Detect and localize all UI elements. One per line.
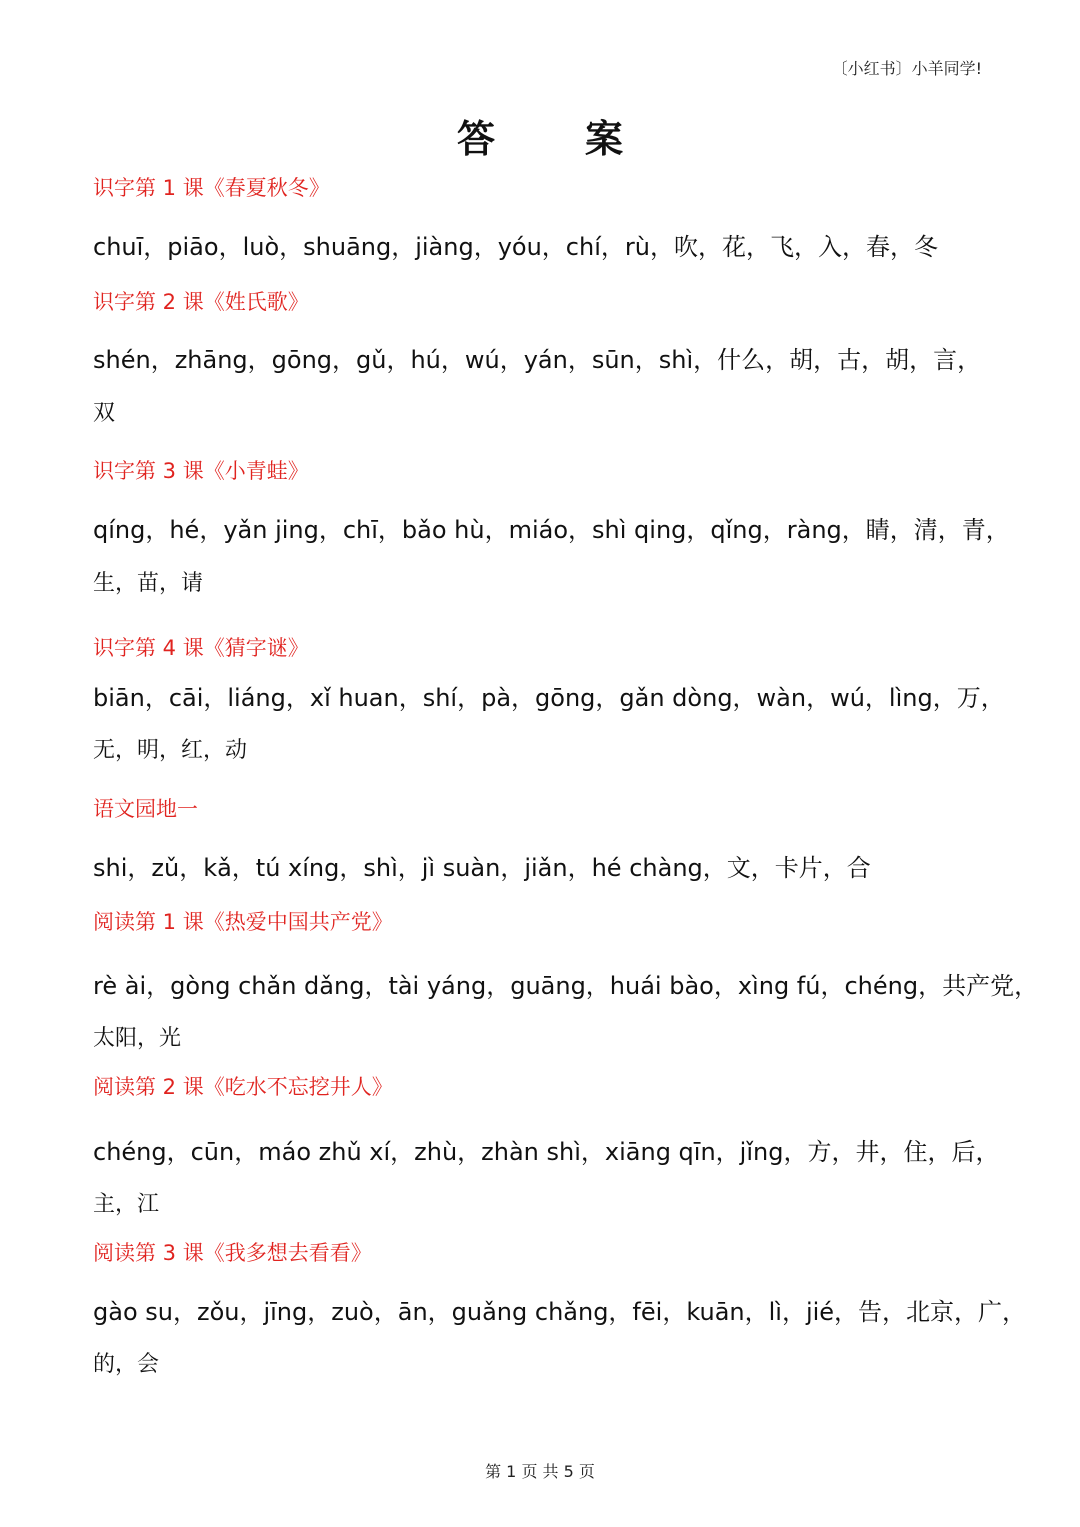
header-note: 〔小红书〕小羊同学! <box>831 59 982 78</box>
answer-line: 无，明，红，动 <box>93 738 248 763</box>
lesson-title: 识字第 1 课《春夏秋冬》 <box>93 176 330 200</box>
answer-line: 双 <box>93 401 116 426</box>
lesson-title: 阅读第 3 课《我多想去看看》 <box>93 1241 372 1265</box>
answer-line: rè ài，gòng chǎn dǎng，tài yáng，guāng，huái bào，xìng fú，chéng，共产党， <box>93 972 1039 1000</box>
answer-line: 太阳，光 <box>93 1026 182 1051</box>
lesson-title: 阅读第 2 课《吃水不忘挖井人》 <box>93 1075 393 1099</box>
lesson-title: 阅读第 1 课《热爱中国共产党》 <box>93 910 393 934</box>
answer-line: qíng，hé，yǎn jing，chī，bǎo hù，miáo，shì qing，qǐng，ràng，睛，清，青， <box>93 516 1010 544</box>
answer-line: shi，zǔ，kǎ，tú xíng，shì，jì suàn，jiǎn，hé chàng，文，卡片，合 <box>93 854 871 882</box>
answer-line: biān，cāi，liáng，xǐ huan，shí，pà，gōng，gǎn dòng，wàn，wú，lìng，万， <box>93 684 1005 712</box>
lesson-title: 识字第 2 课《姓氏歌》 <box>93 290 309 314</box>
lesson-title: 识字第 4 课《猜字谜》 <box>93 636 309 660</box>
page-title: 答案 <box>456 117 713 161</box>
answer-line: 生，苗，请 <box>93 571 204 596</box>
answer-line: 主，江 <box>93 1192 160 1217</box>
answer-line: gào su，zǒu，jīng，zuò，ān，guǎng chǎng，fēi，kuān，lì，jié，告，北京，广， <box>93 1298 1027 1326</box>
lesson-title: 语文园地一 <box>93 797 198 821</box>
answer-line: shén，zhāng，gōng，gǔ，hú，wú，yán，sūn，shì，什么，胡，古，胡，言， <box>93 346 982 374</box>
answer-line: chuī，piāo，luò，shuāng，jiàng，yóu，chí，rù，吹，花，飞，入，春，冬 <box>93 233 938 261</box>
answer-line: chéng，cūn，máo zhǔ xí，zhù，zhàn shì，xiāng qīn，jǐng，方，井，住，后， <box>93 1138 1000 1166</box>
lesson-title: 识字第 3 课《小青蛙》 <box>93 459 309 483</box>
answer-line: 的，会 <box>93 1352 160 1377</box>
page-footer: 第 1 页 共 5 页 <box>485 1462 595 1481</box>
